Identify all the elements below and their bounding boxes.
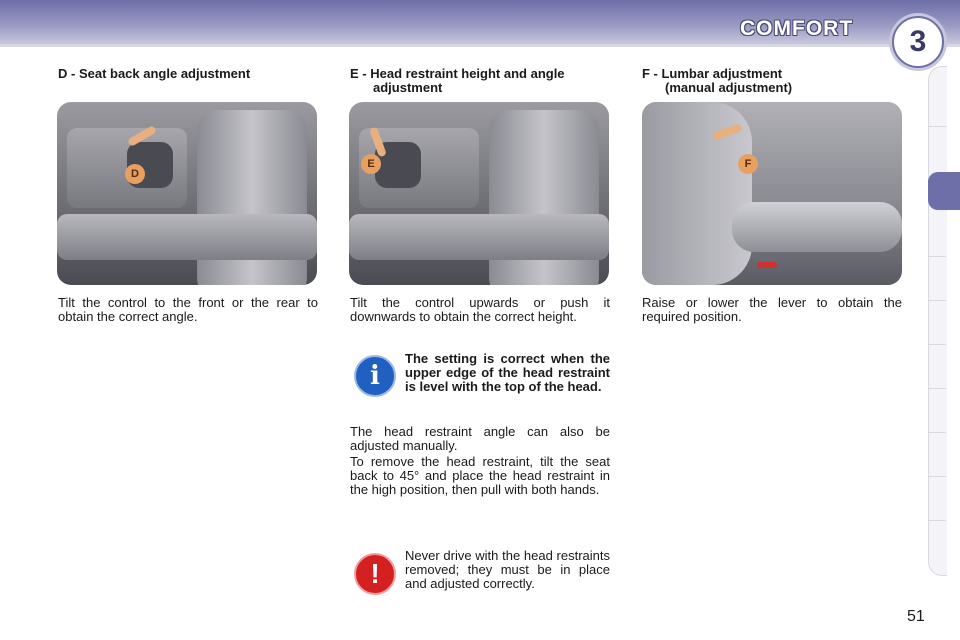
seat-back-adjustment-photo xyxy=(57,102,317,285)
lumbar-adjustment-photo xyxy=(642,102,902,285)
seat-cushion xyxy=(57,214,317,260)
chapter-index-divider xyxy=(928,344,946,345)
seat-cushion xyxy=(349,214,609,260)
info-icon: i xyxy=(354,355,396,397)
label-e-marker: E xyxy=(361,154,381,174)
armrest xyxy=(732,202,902,252)
chapter-index-divider xyxy=(928,476,946,477)
section-e-heading-line2: adjustment xyxy=(373,80,443,95)
chapter-index-divider xyxy=(928,300,946,301)
label-f-marker: F xyxy=(738,154,758,174)
warning-icon: ! xyxy=(354,553,396,595)
head-restraint-adjustment-photo xyxy=(349,102,609,285)
info-note: The setting is correct when the upper edge of the head restraint is level with the top of the head. xyxy=(405,351,610,394)
current-chapter-tab xyxy=(928,172,960,210)
section-d-heading: D - Seat back angle adjustment xyxy=(58,66,251,81)
section-d-text: Tilt the control to the front or the rear to obtain the correct angle. xyxy=(58,295,318,324)
chapter-title: COMFORT xyxy=(740,17,854,40)
chapter-index-divider xyxy=(928,388,946,389)
section-f-heading-line2: (manual adjustment) xyxy=(665,80,793,95)
chapter-index-divider xyxy=(928,256,946,257)
console-light xyxy=(757,262,777,268)
warning-note: Never drive with the head restraints removed; they must be in place and adjusted correctly. xyxy=(405,548,610,591)
chapter-number-badge: 3 xyxy=(892,16,944,68)
chapter-index-divider xyxy=(928,126,946,127)
label-d-marker: D xyxy=(125,164,145,184)
section-e-heading-line1: E - Head restraint height and angle xyxy=(350,66,565,81)
chapter-index-strip xyxy=(928,66,947,576)
chapter-index-divider xyxy=(928,520,946,521)
page-number: 51 xyxy=(907,608,925,625)
chapter-index-divider xyxy=(928,432,946,433)
head-restraint-angle-text: The head restraint angle can also be adjusted manually. xyxy=(350,424,610,453)
section-e-text: Tilt the control upwards or push it downwards to obtain the correct height. xyxy=(350,295,610,324)
head-restraint-removal-text: To remove the head restraint, tilt the seat back to 45° and place the head restraint in the high position, then pull with both hands. xyxy=(350,454,610,497)
section-e-heading xyxy=(350,67,620,95)
header-divider xyxy=(0,44,960,47)
section-f-text: Raise or lower the lever to obtain the required position. xyxy=(642,295,902,324)
section-f-heading-line1: F - Lumbar adjustment xyxy=(642,66,783,81)
section-f-heading xyxy=(642,67,902,95)
